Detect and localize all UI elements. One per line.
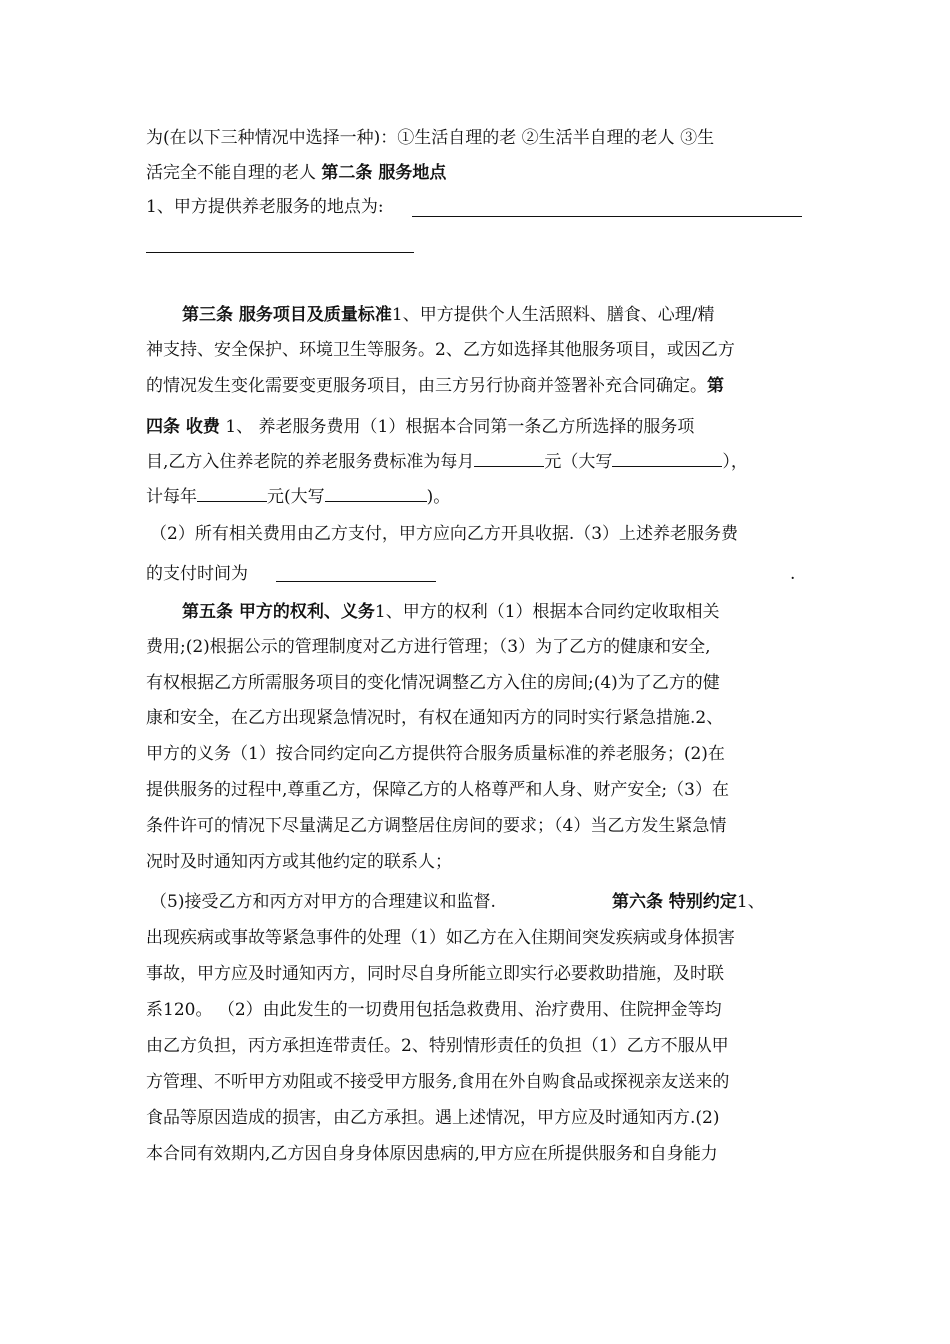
blank-yearly-fee [197,487,267,502]
article1-tail-line1: 为(在以下三种情况中选择一种)：①生活自理的老 ②生活半自理的老人 ③生 [146,128,715,148]
article6-line6: 食品等原因造成的损害，由乙方承担。遇上述情况，甲方应及时通知丙方.(2) [146,1108,720,1128]
text-line [146,1072,806,1092]
article6-line1: 出现疾病或事故等紧急事件的处理（1）如乙方在入住期间突发疾病或身体损害 [146,928,735,948]
text-line [146,197,806,217]
article5-line7: 条件许可的情况下尽量满足乙方调整居住房间的要求；（4）当乙方发生紧急情 [146,816,727,836]
blank-line-address-cont [146,252,414,253]
text-line [612,892,802,912]
article5-line2: 费用;(2)根据公示的管理制度对乙方进行管理；（3）为了乙方的健康和安全, [146,637,711,657]
text-line [146,163,806,183]
article4-line4: （2）所有相关费用由乙方支付，甲方应向乙方开具收据.（3）上述养老服务费 [150,524,739,544]
text-line [182,602,842,622]
blank-monthly-fee-words [612,452,722,467]
blank-payment-time [276,581,436,582]
text-line [146,708,806,728]
article4-line1: 1、 养老服务费用（1）根据本合同第一条乙方所选择的服务项 [219,417,695,437]
text-line [146,1000,806,1020]
article6-line3: 系120。 （2）由此发生的一切费用包括急救费用、治疗费用、住院押金等均 [146,1000,722,1020]
text-line [146,928,806,948]
text-line [146,452,806,472]
article2-item1: 1、甲方提供养老服务的地点为: [146,197,384,217]
sentence-period: . [790,564,796,584]
text-line [146,564,806,584]
article4-line3b: 元(大写 [267,487,325,507]
text-line [146,128,806,148]
article4-line5: 的支付时间为 [146,564,248,584]
text-line [146,744,806,764]
text-line [150,524,810,544]
text-line [182,305,842,325]
text-line [146,1036,806,1056]
article4-heading: 四条 收费 [146,417,220,437]
article5-line4: 康和安全，在乙方出现紧急情况时，有权在通知丙方的同时实行紧急措施.2、 [146,708,724,728]
article3-line1: 1、甲方提供个人生活照料、膳食、心理/精 [391,305,715,325]
text-line [146,417,806,437]
article3-heading: 第三条 服务项目及质量标准 [182,305,392,325]
text-line [146,376,806,396]
article5-line5: 甲方的义务（1）按合同约定向乙方提供符合服务质量标准的养老服务；(2)在 [146,744,725,764]
blank-yearly-fee-words [325,487,427,502]
article2-heading: 第二条 服务地点 [321,163,447,183]
article4-heading-start: 第 [707,376,724,396]
article5-heading: 第五条 甲方的权利、义务 [182,602,375,622]
article3-line2: 神支持、安全保护、环境卫生等服务。2、乙方如选择其他服务项目，或因乙方 [146,340,735,360]
article6-heading: 第六条 特别约定 [612,892,737,912]
text-line [146,673,806,693]
article6-line2: 事故，甲方应及时通知丙方，同时尽自身所能立即实行必要救助措施，及时联 [146,964,724,984]
text-line [146,1144,806,1164]
article4-line2a: 目,乙方入住养老院的养老服务费标准为每月 [146,452,475,472]
text-line [146,340,806,360]
text-line [146,487,806,507]
article4-line3a: 计每年 [146,487,197,507]
blank-monthly-fee [474,452,544,467]
text-line [146,1108,806,1128]
article5-line6: 提供服务的过程中,尊重乙方，保障乙方的人格尊严和人身、财产安全;（3）在 [146,780,729,800]
article4-line2c: ）， [722,452,748,472]
article6-line4: 由乙方负担，丙方承担连带责任。2、特别情形责任的负担（1）乙方不服从甲 [146,1036,729,1056]
article3-line3: 的情况发生变化需要变更服务项目，由三方另行协商并签署补充合同确定。 [146,376,707,396]
text-line [146,964,806,984]
article5-line1: 1、甲方的权利（1）根据本合同约定收取相关 [374,602,720,622]
article6-line5: 方管理、不听甲方劝阻或不接受甲方服务,食用在外自购食品或探视亲友送来的 [146,1072,730,1092]
text-line [146,780,806,800]
article1-tail-line2: 活完全不能自理的老人 [146,163,322,183]
article5-line3: 有权根据乙方所需服务项目的变化情况调整乙方入住的房间;(4)为了乙方的健 [146,673,720,693]
article4-line2b: 元（大写 [544,452,613,472]
article5-line9: （5)接受乙方和丙方对甲方的合理建议和监督. [150,892,496,912]
text-line [146,816,806,836]
article6-line7: 本合同有效期内,乙方因自身身体原因患病的,甲方应在所提供服务和自身能力 [146,1144,718,1164]
text-line [146,637,806,657]
blank-line-address [412,216,802,217]
article4-line3c: )。 [426,487,451,507]
article6-heading-tail: 1、 [736,892,765,912]
article5-line8: 况时及时通知丙方或其他约定的联系人； [146,852,452,872]
text-line [146,852,806,872]
